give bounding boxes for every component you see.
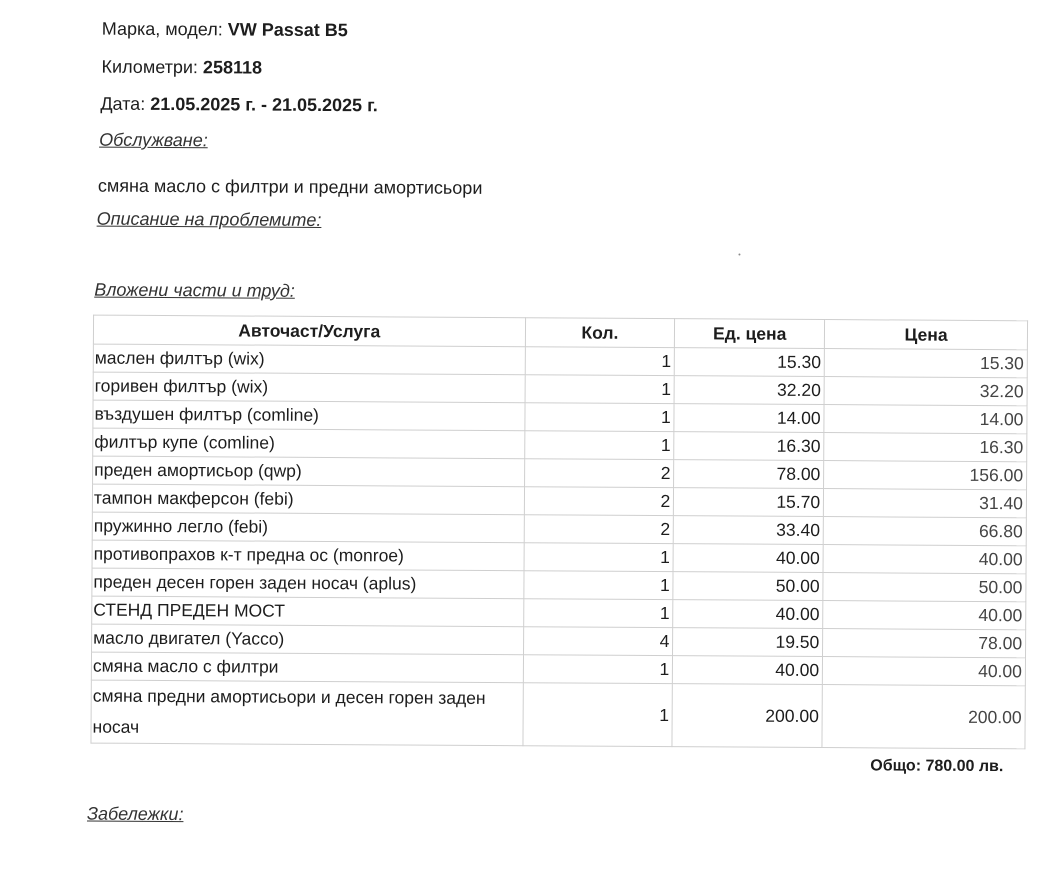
item-price: 156.00: [824, 461, 1027, 490]
make-model-line: [102, 19, 348, 42]
item-unit-price: 15.30: [675, 348, 825, 377]
parts-heading: Вложени части и труд:: [94, 279, 295, 301]
item-unit-price: 40.00: [673, 544, 823, 573]
item-price: 78.00: [823, 629, 1026, 658]
item-qty: 2: [524, 487, 674, 516]
column-header-item: Авточаст/Услуга: [93, 315, 525, 347]
column-header-unit-price: Ед. цена: [675, 319, 825, 349]
problems-heading: Описание на проблемите:: [96, 208, 322, 230]
item-qty: 1: [523, 655, 673, 684]
item-name: преден десен горен заден носач (aplus): [92, 568, 524, 599]
date-value: 21.05.2025 г. - 21.05.2025 г.: [150, 93, 378, 116]
item-price: 40.00: [823, 601, 1026, 630]
item-qty: 1: [523, 599, 673, 628]
item-qty: 1: [524, 403, 674, 432]
item-price: 200.00: [822, 685, 1025, 749]
item-unit-price: 14.00: [674, 404, 824, 433]
item-name: тампон макферсон (febi): [92, 484, 524, 515]
item-price: 14.00: [824, 405, 1027, 434]
total-label: Общо:: [870, 757, 922, 775]
item-name: маслен филтър (wix): [93, 344, 525, 375]
item-qty: 1: [523, 571, 673, 600]
item-qty: 1: [522, 683, 672, 747]
item-qty: 2: [524, 459, 674, 488]
speck: [738, 254, 740, 256]
make-model-value: VW Passat B5: [227, 19, 348, 41]
item-unit-price: 50.00: [673, 572, 823, 601]
table-row: [91, 680, 1025, 749]
item-name: противопрахов к-т предна ос (monroe): [92, 540, 524, 571]
item-qty: 1: [524, 431, 674, 460]
item-price: 15.30: [824, 349, 1027, 378]
item-name: филтър купе (comline): [93, 428, 525, 459]
item-name: масло двигател (Yacco): [92, 624, 524, 655]
item-name: горивен филтър (wix): [93, 372, 525, 403]
item-qty: 1: [524, 543, 674, 572]
total-line: [870, 757, 1003, 776]
item-name: СТЕНД ПРЕДЕН МОСТ: [92, 596, 524, 627]
item-qty: 1: [525, 347, 675, 376]
service-heading: Обслужване:: [99, 129, 208, 151]
item-unit-price: 40.00: [673, 600, 823, 629]
item-price: 31.40: [824, 489, 1027, 518]
column-header-qty: Кол.: [525, 318, 675, 348]
item-price: 32.20: [824, 377, 1027, 406]
item-price: 16.30: [824, 433, 1027, 462]
item-qty: 2: [524, 515, 674, 544]
item-unit-price: 32.20: [674, 376, 824, 405]
item-price: 40.00: [823, 545, 1026, 574]
item-price: 50.00: [823, 573, 1026, 602]
item-unit-price: 16.30: [674, 432, 824, 461]
parts-table: [90, 315, 1028, 750]
item-name: пружинно легло (febi): [92, 512, 524, 543]
km-label: Километри:: [101, 56, 199, 78]
item-unit-price: 33.40: [674, 516, 824, 545]
km-value: 258118: [202, 57, 263, 78]
item-unit-price: 78.00: [674, 460, 824, 489]
column-header-price: Цена: [825, 320, 1028, 350]
item-price: 40.00: [823, 657, 1026, 686]
item-qty: 1: [525, 375, 675, 404]
item-unit-price: 19.50: [673, 628, 823, 657]
date-line: [100, 94, 378, 117]
item-qty: 4: [523, 627, 673, 656]
item-name: смяна предни амортисьори и десен горен заден носач: [91, 680, 523, 746]
item-name: въздушен филтър (comline): [93, 400, 525, 431]
item-name: преден амортисьор (qwp): [93, 456, 525, 487]
item-name: смяна масло с филтри: [91, 652, 523, 683]
notes-heading: Забележки:: [86, 803, 184, 825]
total-value: 780.00 лв.: [925, 757, 1004, 776]
item-unit-price: 40.00: [673, 656, 823, 685]
date-label: Дата:: [100, 93, 146, 114]
item-price: 66.80: [823, 517, 1026, 546]
item-unit-price: 15.70: [674, 488, 824, 517]
item-unit-price: 200.00: [672, 684, 822, 748]
km-line: [102, 57, 263, 79]
service-text: смяна масло с филтри и предни амортисьори: [97, 175, 483, 198]
make-model-label: Марка, модел:: [101, 18, 223, 40]
